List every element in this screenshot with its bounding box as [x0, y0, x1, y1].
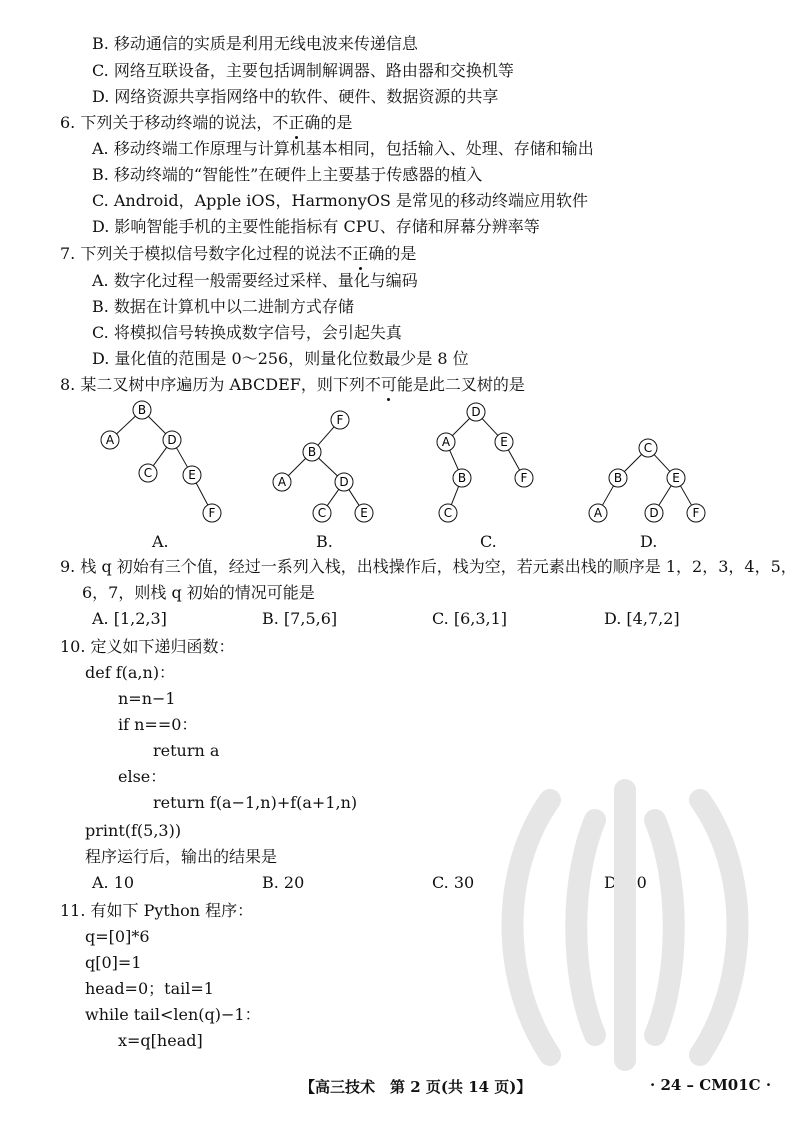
tree-edge	[659, 486, 671, 506]
tree-edge	[602, 486, 613, 505]
q6-emphasis: 不正确	[272, 113, 321, 132]
tree-node-label: C	[317, 506, 327, 520]
tree-node-label: A	[105, 433, 115, 447]
tree-edge	[508, 450, 519, 470]
q6-option-d: D. 影响智能手机的主要性能指标有 CPU、存储和屏幕分辨率等	[92, 217, 540, 236]
tree-node-label: C	[443, 506, 453, 520]
tree-edge	[624, 454, 641, 471]
tree-node-label: F	[336, 413, 344, 427]
tree-edge	[288, 458, 305, 475]
tree-node-label: E	[360, 506, 368, 520]
tree-edge	[327, 489, 339, 505]
q10-option-a: A. 10	[92, 873, 135, 892]
q10-code-line: def f(a,n)：	[85, 663, 176, 682]
q9-option-d: D. [4,7,2]	[604, 609, 680, 628]
q11-code-line: while tail<len(q)−1：	[85, 1005, 261, 1024]
q10-prompt: 程序运行后，输出的结果是	[85, 847, 278, 866]
q5-option-d: D. 网络资源共享指网络中的软件、硬件、数据资源的共享	[92, 87, 499, 106]
tree-node-label: A	[593, 506, 603, 520]
tree-node-label: E	[500, 435, 508, 449]
tree-node-label: D	[167, 433, 177, 447]
tree-edge	[482, 419, 498, 436]
tree-node-label: B	[457, 471, 467, 485]
q10-code-line: print(f(5,3))	[85, 821, 182, 840]
q10-option-b: B. 20	[262, 873, 305, 892]
tree-node-label: E	[188, 468, 196, 482]
tree-edge	[117, 416, 136, 434]
tree-node-label: B	[307, 445, 317, 459]
tree-node-label: C	[643, 441, 653, 455]
tree-edge	[176, 448, 187, 467]
q5-option-c: C. 网络互联设备，主要包括调制解调器、路由器和交换机等	[92, 61, 514, 80]
tree-b-label: B.	[316, 532, 333, 551]
q6-stem: 6. 下列关于移动终端的说法，不正确的是	[60, 113, 353, 132]
q6-option-c: C. Android，Apple iOS，HarmonyOS 是常见的移动终端应用软件	[92, 191, 588, 210]
q9-option-b: B. [7,5,6]	[262, 609, 338, 628]
q10-option-c: C. 30	[432, 873, 475, 892]
q7-option-d: D. 量化值的范围是 0～256，则量化位数最少是 8 位	[92, 349, 469, 368]
q9-stem-line2: 6，7，则栈 q 初始的情况可能是	[82, 583, 315, 602]
q11-code-line: x=q[head]	[118, 1031, 203, 1050]
q11-code-line: q=[0]*6	[85, 927, 150, 946]
tree-node-label: F	[692, 506, 700, 520]
watermark-logo	[490, 760, 760, 1090]
tree-node-label: B	[137, 403, 147, 417]
q9-option-a: A. [1,2,3]	[92, 609, 167, 628]
q10-code-line: n=n−1	[118, 689, 176, 708]
tree-node-label: D	[471, 405, 481, 419]
tree-edge	[450, 450, 459, 470]
q8-stem: 8. 某二叉树中序遍历为 ABCDEF，则下列不可能是此二叉树的是	[60, 375, 525, 394]
q10-stem: 10. 定义如下递归函数：	[60, 637, 235, 656]
tree-edge	[654, 455, 670, 472]
q5-option-b: B. 移动通信的实质是利用无线电波来传递信息	[92, 34, 418, 53]
tree-node-label: A	[277, 475, 287, 489]
q10-code-line: return a	[153, 741, 220, 760]
tree-node-label: D	[649, 506, 659, 520]
tree-a-label: A.	[152, 532, 169, 551]
q10-code-line: if n==0：	[118, 715, 198, 734]
q10-code-line: else：	[118, 767, 167, 786]
q10-code-line: return f(a−1,n)+f(a+1,n)	[153, 793, 358, 812]
q8-tree-diagrams	[0, 400, 800, 550]
q7-option-c: C. 将模拟信号转换成数字信号，会引起失真	[92, 323, 402, 342]
q10-option-d: D. 40	[604, 873, 647, 892]
q11-stem: 11. 有如下 Python 程序：	[60, 901, 254, 920]
tree-edge	[451, 486, 458, 504]
q11-code-line: q[0]=1	[85, 953, 142, 972]
tree-edge	[148, 416, 165, 433]
q7-option-b: B. 数据在计算机中以二进制方式存储	[92, 297, 354, 316]
q8-emphasis: 不可能	[364, 375, 413, 394]
tree-d-label: D.	[640, 532, 658, 551]
tree-edge	[680, 486, 691, 505]
tree-node-label: C	[143, 466, 153, 480]
tree-c-label: C.	[480, 532, 497, 551]
tree-edge	[349, 490, 359, 506]
tree-edge	[452, 418, 469, 435]
tree-edge	[318, 427, 334, 445]
tree-node-label: F	[520, 471, 528, 485]
q6-option-b: B. 移动终端的“智能性”在硬件上主要基于传感器的植入	[92, 165, 483, 184]
tree-node-label: A	[441, 435, 451, 449]
tree-edge	[153, 447, 166, 465]
tree-node-label: B	[613, 471, 623, 485]
q9-stem-line1: 9. 栈 q 初始有三个值，经过一系列入栈，出栈操作后，栈为空，若元素出栈的顺序是 1，2，3，4，5，	[60, 557, 797, 576]
tree-node-label: F	[208, 506, 216, 520]
q7-stem: 7. 下列关于模拟信号数字化过程的说法不正确的是	[60, 244, 417, 263]
q6-option-a: A. 移动终端工作原理与计算机基本相同，包括输入、处理、存储和输出	[92, 139, 594, 158]
tree-edge	[196, 483, 208, 505]
tree-node-label: E	[672, 471, 680, 485]
q7-emphasis: 不正确	[336, 244, 385, 263]
q9-option-c: C. [6,3,1]	[432, 609, 508, 628]
page-footer-center: 【高三技术 第 2 页(共 14 页)】	[300, 1078, 532, 1096]
q11-code-line: head=0；tail=1	[85, 979, 214, 998]
tree-node-label: D	[339, 475, 349, 489]
q7-option-a: A. 数字化过程一般需要经过采样、量化与编码	[92, 271, 418, 290]
page-footer-code: · 24 – CM01C ·	[650, 1076, 772, 1094]
tree-edge	[319, 458, 338, 476]
